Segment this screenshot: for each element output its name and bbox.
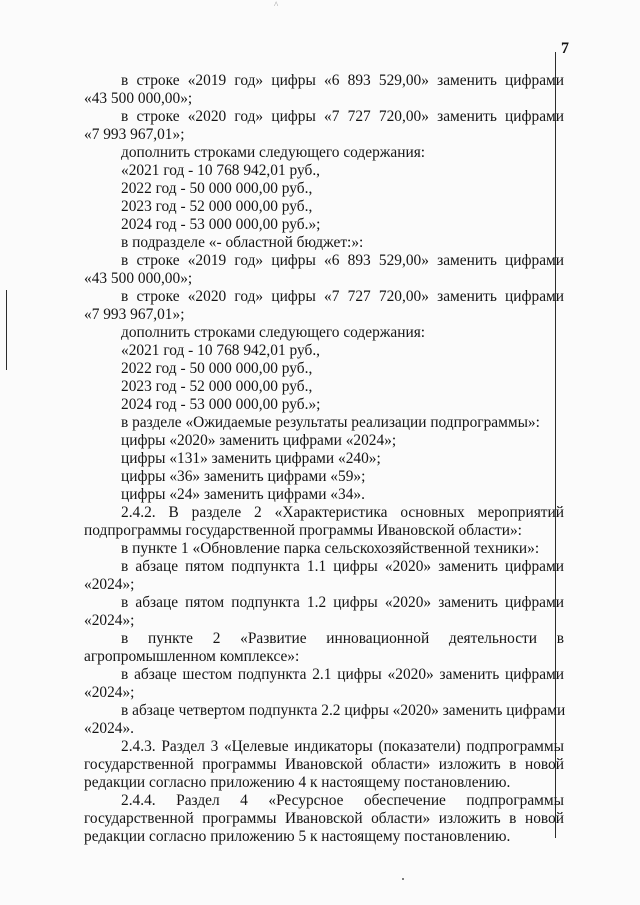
- text-line: в абзаце пятом подпункта 1.2 цифры «2020» заменить цифрами: [121, 594, 564, 611]
- text-line: «2024»;: [84, 612, 135, 629]
- text-line: «2024»;: [84, 576, 135, 593]
- text-line: 2024 год - 53 000 000,00 руб.»;: [121, 216, 321, 233]
- text-line: дополнить строками следующего содержания:: [121, 324, 426, 341]
- text-line: редакции согласно приложению 4 к настоящему постановлению.: [84, 774, 511, 791]
- text-line: в строке «2020 год» цифры «7 727 720,00» заменить цифрами: [121, 108, 564, 125]
- text-line: государственной программы Ивановской области» изложить в новой: [84, 756, 564, 773]
- text-line: 2023 год - 52 000 000,00 руб.,: [121, 198, 313, 215]
- text-line: в строке «2019 год» цифры «6 893 529,00» заменить цифрами: [121, 252, 564, 269]
- text-line: государственной программы Ивановской области» изложить в новой: [84, 810, 564, 827]
- text-line: в абзаце шестом подпункта 2.1 цифры «2020» заменить цифрами: [121, 666, 564, 683]
- text-line: «7 993 967,01»;: [84, 126, 185, 143]
- text-line: в пункте 2 «Развитие инновационной деятельности в: [121, 630, 564, 647]
- text-line: в абзаце пятом подпункта 1.1 цифры «2020» заменить цифрами: [121, 558, 564, 575]
- text-line: редакции согласно приложению 5 к настоящему постановлению.: [84, 828, 511, 845]
- scan-mark: ^: [274, 0, 278, 10]
- text-line: 2022 год - 50 000 000,00 руб.,: [121, 360, 313, 377]
- text-line: «7 993 967,01»;: [84, 306, 185, 323]
- text-line: 2024 год - 53 000 000,00 руб.»;: [121, 396, 321, 413]
- text-line: цифры «131» заменить цифрами «240»;: [121, 450, 381, 467]
- text-line: 2.4.2. В разделе 2 «Характеристика основных мероприятий: [121, 504, 564, 521]
- text-line: в строке «2020 год» цифры «7 727 720,00» заменить цифрами: [121, 288, 564, 305]
- text-line: 2.4.3. Раздел 3 «Целевые индикаторы (показатели) подпрограммы: [121, 738, 564, 755]
- scan-dot: [402, 878, 404, 880]
- text-line: «2021 год - 10 768 942,01 руб.,: [121, 342, 321, 359]
- text-line: «2024»;: [84, 684, 135, 701]
- text-line: в подразделе «- областной бюджет:»:: [121, 234, 364, 251]
- text-line: агропромышленном комплексе»:: [84, 648, 300, 665]
- text-line: подпрограммы государственной программы Ивановской области»:: [84, 522, 522, 539]
- text-line: цифры «36» заменить цифрами «59»;: [121, 468, 366, 485]
- text-line: цифры «2020» заменить цифрами «2024»;: [121, 432, 397, 449]
- text-line: в пункте 1 «Обновление парка сельскохозяйственной техники»:: [121, 540, 540, 557]
- text-line: в абзаце четвертом подпункта 2.2 цифры «2020» заменить цифрами: [121, 702, 566, 719]
- text-line: «43 500 000,00»;: [84, 270, 193, 287]
- text-line: «43 500 000,00»;: [84, 90, 193, 107]
- page-number: 7: [561, 40, 569, 57]
- text-line: «2024».: [84, 720, 135, 737]
- text-line: «2021 год - 10 768 942,01 руб.,: [121, 162, 321, 179]
- text-line: в строке «2019 год» цифры «6 893 529,00» заменить цифрами: [121, 72, 564, 89]
- text-line: 2.4.4. Раздел 4 «Ресурсное обеспечение подпрограммы: [121, 792, 564, 809]
- text-line: 2023 год - 52 000 000,00 руб.,: [121, 378, 313, 395]
- scan-line-left-edge: [6, 290, 7, 370]
- text-line: дополнить строками следующего содержания:: [121, 144, 426, 161]
- text-line: цифры «24» заменить цифрами «34».: [121, 486, 365, 503]
- text-line: 2022 год - 50 000 000,00 руб.,: [121, 180, 313, 197]
- text-line: в разделе «Ожидаемые результаты реализации подпрограммы»:: [121, 414, 540, 431]
